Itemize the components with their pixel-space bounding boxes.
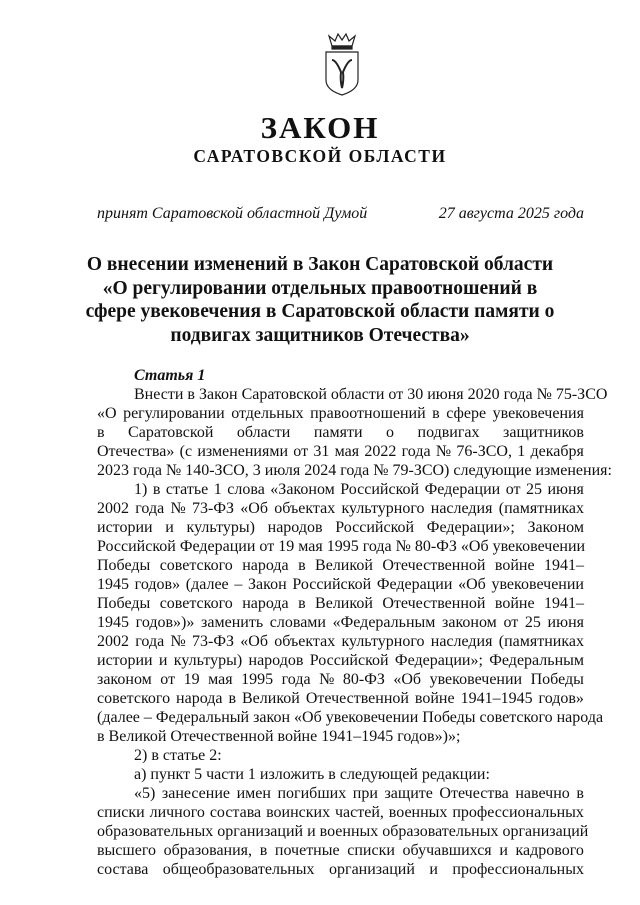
word: регулировании (123, 405, 225, 422)
word: № (170, 500, 186, 517)
word: 1 (517, 443, 526, 460)
word: увековечении (492, 538, 586, 555)
text-line (97, 860, 584, 879)
article-body (97, 366, 612, 879)
word: Саратовской (241, 386, 327, 403)
text-line (97, 537, 584, 556)
word: навечно (515, 785, 570, 802)
word: наследия (430, 633, 493, 650)
word: (далее (185, 576, 229, 593)
word: «Об (240, 633, 268, 650)
word: и (307, 823, 316, 840)
word: «О (97, 405, 117, 422)
word: (далее (97, 709, 140, 726)
word: Победы (97, 557, 151, 574)
word: в (432, 405, 440, 422)
word: и (158, 652, 168, 669)
word: Великой (315, 557, 373, 574)
word: Отечества» (97, 443, 175, 460)
word: культурного (341, 500, 425, 517)
word: Отечества (439, 785, 509, 802)
word: 1995 (241, 671, 274, 688)
word: объектах (274, 500, 336, 517)
word: – (234, 576, 243, 593)
word: образовательных (382, 823, 499, 840)
word: почетные (274, 842, 340, 859)
word: года (133, 462, 162, 479)
word: «Федеральным (332, 614, 436, 631)
word: списки (347, 842, 395, 859)
word: увековечении (429, 671, 523, 688)
word: объектах (274, 633, 336, 650)
word: года (503, 386, 533, 403)
word: увековечении (491, 576, 584, 593)
word: Федеральный (155, 709, 250, 726)
word: народа (176, 690, 223, 707)
word: подвигах (417, 424, 480, 441)
adoption-line (97, 205, 584, 223)
word: мая (334, 443, 360, 460)
word: годов»)» (135, 614, 195, 631)
word: 19 (183, 671, 200, 688)
word: года (362, 538, 392, 555)
word: Отечественной (382, 595, 486, 612)
word: законом (97, 671, 152, 688)
word: – (143, 709, 152, 726)
word: 1995 (326, 538, 359, 555)
word: «5) (134, 785, 156, 802)
word: советского (479, 709, 553, 726)
word: от (160, 671, 176, 688)
word: Победы (422, 709, 476, 726)
word: в (298, 595, 306, 612)
word: изменениями (197, 443, 289, 460)
word: 25 (525, 481, 542, 498)
text-line (97, 556, 584, 575)
word: Отечественной (305, 690, 409, 707)
word: образования, (163, 842, 253, 859)
word: воинских (266, 804, 331, 821)
word: мая (298, 538, 323, 555)
word: июня (547, 614, 584, 631)
word: «Об (294, 709, 322, 726)
word: 3 (252, 462, 261, 479)
word: 31 (313, 443, 330, 460)
word: увековечения (492, 405, 584, 422)
word: № (395, 538, 411, 555)
word: в (97, 424, 105, 441)
word: наследия (430, 500, 493, 517)
word: организаций (502, 823, 589, 840)
word: народов (248, 652, 304, 669)
word: года (401, 443, 431, 460)
word: народа (556, 709, 604, 726)
word: 75-ЗСО (555, 386, 608, 403)
word: 2023 (97, 462, 129, 479)
word: Победы (97, 595, 151, 612)
word: 73-ФЗ (192, 500, 234, 517)
word: советского (159, 557, 233, 574)
text-line (97, 784, 584, 803)
word: народа (242, 595, 289, 612)
word: 2024 (304, 462, 337, 479)
word: общеобразовательных (162, 861, 315, 878)
word: в (152, 481, 161, 498)
word: истории (97, 652, 153, 669)
word: при (352, 785, 378, 802)
word: 140-ЗСО, (185, 462, 249, 479)
adopted-by: принят Саратовской областной Думой (97, 205, 368, 222)
word: занесение (161, 785, 230, 802)
word: 19 (278, 538, 295, 555)
word: 25 (524, 614, 541, 631)
word: профессиональных (452, 804, 584, 821)
word: от (293, 443, 309, 460)
word: истории (97, 519, 153, 536)
word: следующие (453, 462, 532, 479)
word: 76-ЗСО, (456, 443, 512, 460)
text-line (97, 423, 584, 442)
word: в (298, 557, 306, 574)
text-line (97, 708, 604, 727)
word: отдельных (231, 405, 304, 422)
word: 73-ФЗ (192, 633, 234, 650)
text-line (97, 461, 612, 480)
word: Федерации (179, 538, 256, 555)
word: Внести (134, 386, 184, 403)
text-line: в Великой Отечественной войне 1941–1945 годов»)»; (97, 728, 461, 745)
word: Федерации»; (426, 519, 515, 536)
text-line (97, 822, 589, 841)
word: от (503, 614, 519, 631)
word: в (228, 690, 237, 707)
word: Отечественной (382, 557, 486, 574)
word: 1941– (543, 557, 584, 574)
word: культуры) (173, 652, 243, 669)
word: июня (427, 386, 464, 403)
coat-of-arms-emblem (322, 30, 362, 96)
text-line (97, 841, 584, 860)
word: 2002 (97, 500, 129, 517)
word: 1941– (543, 595, 584, 612)
word: Победы (530, 671, 584, 688)
word: списки (97, 804, 145, 821)
word: мая (208, 671, 233, 688)
word: года (135, 633, 165, 650)
word: № (165, 462, 182, 479)
word: организаций (329, 861, 415, 878)
word: Саратовской (128, 424, 214, 441)
word: годов» (134, 576, 181, 593)
word: декабря (530, 443, 584, 460)
word: культурного (341, 633, 425, 650)
word: в (576, 785, 584, 802)
word: увековечении (325, 709, 419, 726)
word: защите (384, 785, 433, 802)
word: (с (179, 443, 193, 460)
word: Федерации (376, 576, 453, 593)
word: организаций (217, 823, 304, 840)
word: 2002 (97, 633, 129, 650)
text-line (97, 385, 608, 404)
word: 80-ФЗ (414, 538, 457, 555)
word: № (319, 671, 335, 688)
word: области (330, 386, 385, 403)
word: военных (319, 823, 379, 840)
word: года (281, 671, 311, 688)
word: о (386, 424, 395, 441)
word: в (259, 842, 268, 859)
word: профессиональных (452, 861, 584, 878)
word: «Об (460, 538, 489, 555)
word: законом (442, 614, 497, 631)
word: обучавшихся (402, 842, 492, 859)
word: кадрового (515, 842, 584, 859)
word: состава (97, 861, 149, 878)
word: № (435, 443, 452, 460)
text-line: а) пункт 5 части 1 изложить в следующей редакции: (134, 766, 490, 783)
word: войне (494, 595, 535, 612)
text-line (97, 689, 584, 708)
word: «Законом (270, 481, 335, 498)
word: в (187, 386, 195, 403)
word: имен (236, 785, 271, 802)
word: народов (267, 519, 323, 536)
word: № (170, 633, 186, 650)
word: Федерации (424, 481, 501, 498)
word: от (505, 481, 521, 498)
word: области (236, 424, 291, 441)
law-title (40, 253, 600, 347)
text-line (97, 613, 584, 632)
article-heading: Статья 1 (134, 367, 206, 384)
word: Законом (527, 519, 584, 536)
word: 2022 (364, 443, 397, 460)
word: слова (227, 481, 265, 498)
text-line (97, 518, 584, 537)
text-line (97, 442, 584, 461)
word: народа (242, 557, 289, 574)
word: № (536, 386, 552, 403)
word: образовательных (97, 823, 214, 840)
word: 1941–1945 (460, 690, 533, 707)
text-line (97, 670, 584, 689)
title-line: сфере увековечения в Саратовской области памяти о (85, 301, 555, 322)
text-line: 2) в статье 2: (134, 747, 222, 764)
word: культуры) (186, 519, 255, 536)
word: и (429, 861, 438, 878)
word: военных (388, 804, 448, 821)
word: «Об (393, 671, 422, 688)
word: Российской (309, 652, 389, 669)
word: правоотношений (310, 405, 426, 422)
document-type-heading: ЗАКОН (260, 110, 380, 145)
word: и (165, 519, 174, 536)
word: состава (209, 804, 262, 821)
word: погибших (277, 785, 347, 802)
text-line (97, 632, 584, 651)
word: Великой (315, 595, 373, 612)
word: 1945 (97, 576, 129, 593)
word: закон (253, 709, 291, 726)
word: 79-ЗСО) (392, 462, 450, 479)
word: Российской (335, 519, 415, 536)
word: (памятниках (498, 500, 584, 517)
word: 1945 (97, 614, 129, 631)
title-line: О внесении изменений в Закон Саратовской области (86, 254, 554, 275)
word: Великой (242, 690, 300, 707)
word: защитников (503, 424, 584, 441)
text-line (97, 404, 584, 423)
region-heading: САРАТОВСКОЙ ОБЛАСТИ (193, 146, 447, 166)
word: советского (159, 595, 233, 612)
word: Закон (248, 576, 287, 593)
word: июля (264, 462, 301, 479)
word: (памятниках (498, 633, 584, 650)
word: Российской (292, 576, 372, 593)
word: статье (165, 481, 209, 498)
word: от (259, 538, 275, 555)
word: Российской (340, 481, 420, 498)
word: года (340, 462, 370, 479)
text-line (97, 480, 584, 499)
word: июня (547, 481, 584, 498)
word: Федеральным (489, 652, 584, 669)
word: 1) (134, 481, 148, 498)
word: от (388, 386, 404, 403)
word: годов» (538, 690, 584, 707)
word: года (135, 500, 165, 517)
word: изменения: (535, 462, 612, 479)
word: высшего (97, 842, 156, 859)
text-line (97, 803, 584, 822)
text-line (97, 575, 584, 594)
word: «Об (240, 500, 268, 517)
word: частей, (334, 804, 384, 821)
word: заменить (201, 614, 264, 631)
text-line (97, 594, 584, 613)
word: 2020 (467, 386, 500, 403)
word: войне (414, 690, 455, 707)
word: и (499, 842, 508, 859)
title-line: подвигах защитников Отечества» (170, 324, 470, 346)
text-line (97, 499, 584, 518)
word: Российской (97, 538, 176, 555)
word: 30 (407, 386, 424, 403)
word: 80-ФЗ (342, 671, 385, 688)
word: сфере (446, 405, 487, 422)
word: памяти (313, 424, 363, 441)
word: Закон (198, 386, 238, 403)
word: «Об (458, 576, 486, 593)
word: войне (494, 557, 535, 574)
word: № (373, 462, 389, 479)
adoption-date: 27 августа 2025 года (438, 205, 584, 222)
text-line (97, 651, 584, 670)
word: словами (269, 614, 326, 631)
title-line: «О регулировании отдельных правоотношений в (102, 277, 538, 299)
word: личного (149, 804, 205, 821)
word: 1 (213, 481, 222, 498)
word: советского (97, 690, 171, 707)
word: Федерации»; (394, 652, 483, 669)
